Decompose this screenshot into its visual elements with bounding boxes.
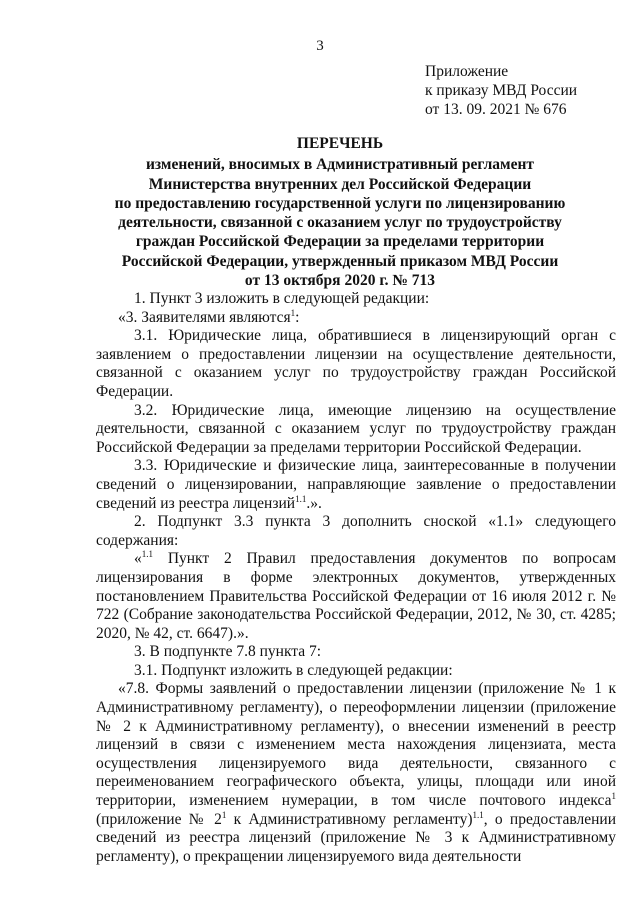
- footnote-ref: 1: [290, 307, 296, 318]
- footnote-ref: 1.1: [141, 549, 153, 560]
- paragraph-9: 3.1. Подпункт изложить в следующей редакции:: [134, 661, 453, 679]
- paragraph-8: 3. В подпункте 7.8 пункта 7:: [134, 643, 322, 661]
- title-line: от 13 октября 2020 г. № 713: [244, 272, 436, 290]
- document-title: [60, 134, 620, 290]
- paragraph-1: 1. Пункт 3 изложить в следующей редакции:: [134, 290, 430, 307]
- paragraph-6: 2. Подпункт 3.3 пункта 3 дополнить сноской «1.1» следующего содержания:: [96, 513, 616, 549]
- footnote-ref: 1.1: [472, 809, 484, 820]
- paragraph-7: «$^{1.1}$ Пункт 2 Правил предоставления документов по вопросам лицензирования в форме электронных документов, утвержденных постановлением Правительства Российской Федерации от 16 июля 2012 г. № 722 (Собрание законодательства Российской Федерации, 2012, № 30, ст. 4285; 2020, № 42, ст. 6647).».: [96, 549, 616, 642]
- appendix-line-3: от 13. 09. 2021 № 676: [425, 101, 567, 118]
- appendix-line-2: к приказу МВД России: [425, 82, 578, 99]
- title-line: изменений, вносимых в Административный регламент: [145, 156, 535, 174]
- paragraph-2: «3. Заявителями являются$^1$:: [118, 307, 300, 326]
- title-heading: ПЕРЕЧЕНЬ: [296, 135, 384, 152]
- title-line: Российской Федерации, утвержденный приказом МВД России: [121, 252, 559, 270]
- paragraph-3: 3.1. Юридические лица, обратившиеся в лицензирующий орган с заявлением о предоставлении лицензии на осуществление деятельности, связанной с оказанием услуг по трудоустройству граждан Российской Федерации.: [96, 327, 616, 400]
- title-line: деятельности, связанной с оказанием услуг по трудоустройству: [118, 214, 562, 232]
- appendix-line-1: Приложение: [425, 63, 509, 80]
- title-line: граждан Российской Федерации за пределами территории: [135, 233, 545, 251]
- document-body: [96, 290, 616, 866]
- paragraph-4: 3.2. Юридические лица, имеющие лицензию на осуществление деятельности, связанной с оказанием услуг по трудоустройству граждан Российской Федерации за пределами территории Российской Федерации.: [96, 401, 616, 456]
- title-line: Министерства внутренних дел Российской Федерации: [148, 175, 532, 193]
- title-line: по предоставлению государственной услуги по лицензированию: [114, 194, 566, 212]
- page-number: 3: [316, 38, 324, 54]
- appendix-header: [425, 62, 577, 119]
- footnote-ref: 1.1: [295, 493, 307, 504]
- footnote-ref: 1: [611, 790, 616, 801]
- paragraph-10: «7.8. Формы заявлений о предоставлении лицензии (приложение № 1 к Административному регламенту), о переоформлении лицензии (приложение № 2 к Административному регламенту), о внесении изменений в реестр лицензий в связи с изменением места нахождения лицензиата, места осуществления лицензируемого вида деятельности, связанного с переименованием географического объекта, улицы, площади или иной территории, изменением нумерации, в том числе почтового индекса$^1$ (приложение № $2^1$ к Административному регламенту)$^{1.1}$, о предоставлении сведений из реестра лицензий (приложение № 3 к Административному регламенту), о прекращении лицензируемого вида деятельности: [96, 680, 616, 865]
- paragraph-5: 3.3. Юридические и физические лица, заинтересованные в получении сведений о лицензировании, направляющие заявление о предоставлении сведений из реестра лицензий$^{1.1}$.».: [96, 457, 616, 512]
- footnote-ref: 1: [221, 809, 227, 820]
